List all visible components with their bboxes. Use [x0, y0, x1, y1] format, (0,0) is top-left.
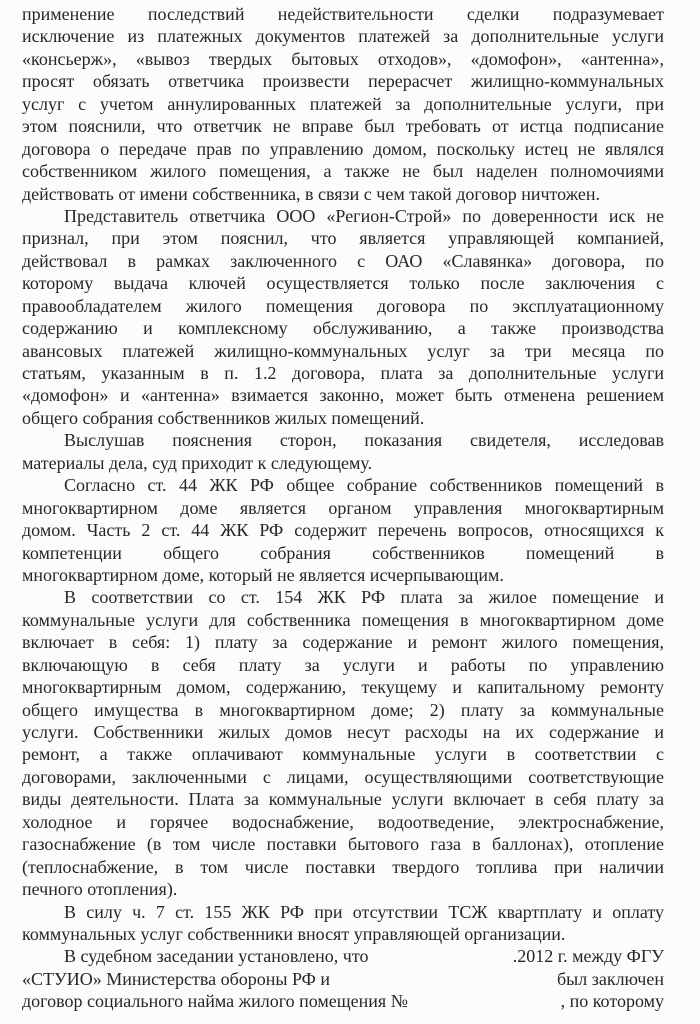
text-line: действовал в рамках заключенного с ОАО «Славянка» договора, по — [22, 250, 664, 271]
text-line: исключение из платежных документов платежей за дополнительные услуги — [22, 26, 664, 47]
text-line — [22, 990, 664, 1012]
text-line: включает в себя: 1) плату за содержание и ремонт жилого помещения, — [22, 632, 664, 653]
redacted-area — [454, 990, 514, 1012]
paragraph — [22, 474, 664, 586]
text-segment: «СТУИО» Министерства обороны РФ и — [22, 968, 331, 989]
redacted-area — [411, 945, 471, 967]
text-line: домом. Часть 2 ст. 44 ЖК РФ содержит перечень вопросов, относящихся к — [22, 520, 664, 541]
text-line: услуги. Собственники жилых домов несут расходы на их содержание и — [22, 722, 664, 742]
text-line: применение последствий недействительности сделки подразумевает — [22, 4, 664, 24]
text-line: В силу ч. 7 ст. 155 ЖК РФ при отсутствии ТСЖ квартплату и оплату — [64, 901, 664, 922]
text-line — [22, 945, 664, 967]
text-line: включающую в себя плату за услуги и работы по управлению — [22, 654, 664, 675]
paragraph — [22, 901, 664, 946]
text-line: газоснабжение (в том числе поставки бытового газа в баллонах), отопление — [22, 834, 664, 855]
text-line: общего собрания собственников жилых помещений. — [22, 407, 425, 428]
text-segment: , по которому — [560, 991, 664, 1012]
text-line: материалы дела, суд приходит к следующему. — [22, 452, 373, 473]
text-line: авансовых платежей жилищно-коммунальных услуг за три месяца по — [22, 340, 664, 361]
paragraph — [22, 586, 664, 900]
text-line: Согласно ст. 44 ЖК РФ общее собрание собственников помещений в — [64, 475, 664, 496]
paragraph — [22, 205, 664, 429]
text-line: общего имущества в многоквартирном доме; 2) плату за коммунальные — [22, 699, 664, 720]
text-line: содержанию и комплексному обслуживанию, а также производства — [22, 318, 664, 339]
text-line: ремонт, а также оплачивают коммунальные услуги в соответствии с — [22, 744, 664, 765]
text-line: статьям, указанным в п. 1.2 договора, плата за дополнительные услуги — [22, 363, 664, 383]
paragraph — [22, 429, 664, 474]
text-line: действовать от имени собственника, в связи с чем такой договор ничтожен. — [22, 183, 601, 204]
text-line: признал, при этом пояснил, что является управляющей компанией, — [22, 228, 664, 249]
text-segment: .2012 г. между ФГУ — [512, 946, 664, 967]
text-line: коммунальные услуги для собственника помещения в многоквартирном доме — [22, 609, 664, 630]
text-line: этом пояснили, что ответчик не вправе был требовать от истца подписание — [22, 116, 664, 137]
text-segment: договор социального найма жилого помещения № — [22, 991, 408, 1012]
text-line: которому выдача ключей осуществляется только после заключения с — [22, 273, 664, 294]
text-line: собственником жилого помещения, а также не был наделен полномочиями — [22, 161, 664, 182]
text-line: просят обязать ответчика произвести перерасчет жилищно-коммунальных — [22, 71, 664, 92]
paragraph — [22, 945, 664, 1012]
text-line: многоквартирным домом, содержанию, текущему и капитальному ремонту — [22, 677, 664, 698]
paragraph — [22, 3, 664, 205]
document-page — [22, 3, 664, 1013]
text-line: договорами, заключенными с лицами, осуществляющими соответствующие — [22, 766, 664, 787]
text-line: многоквартирном доме, который не является исчерпывающим. — [22, 564, 504, 585]
text-line: услуг с учетом аннулированных платежей за дополнительные услуги, при — [22, 93, 664, 114]
text-line: Представитель ответчика ООО «Регион-Строй» по доверенности иск не — [64, 205, 664, 226]
text-line: правообладателем жилого помещения договора по эксплуатационному — [22, 295, 664, 316]
redacted-area — [414, 968, 474, 990]
text-line: коммунальных услуг собственники вносят управляющей организации. — [22, 923, 566, 944]
text-line — [22, 968, 664, 990]
text-line: «домофон» и «антенна» взимается законно, может быть отменена решением — [22, 385, 664, 406]
text-line: многоквартирном доме является органом управления многоквартирным — [22, 497, 664, 518]
text-line: холодное и горячее водоснабжение, водоотведение, электроснабжение, — [22, 811, 664, 832]
text-line: договора о передаче прав по управлению домом, поскольку истец не являлся — [22, 138, 664, 159]
text-line: компетенции общего собрания собственников помещений в — [22, 542, 664, 563]
text-line: «консьерж», «вывоз твердых бытовых отходов», «домофон», «антенна», — [22, 48, 664, 69]
text-line: (теплоснабжение, в том числе поставки твердого топлива при наличии — [22, 856, 664, 877]
text-segment: был заключен — [556, 968, 664, 989]
text-segment: В судебном заседании установлено, что — [64, 946, 369, 967]
text-line: Выслушав пояснения сторон, показания свидетеля, исследовав — [64, 430, 664, 451]
text-line: виды деятельности. Плата за коммунальные услуги включает в себя плату за — [22, 789, 664, 810]
text-line: печного отопления). — [22, 879, 178, 900]
text-line: В соответствии со ст. 154 ЖК РФ плата за жилое помещение и — [64, 587, 664, 608]
